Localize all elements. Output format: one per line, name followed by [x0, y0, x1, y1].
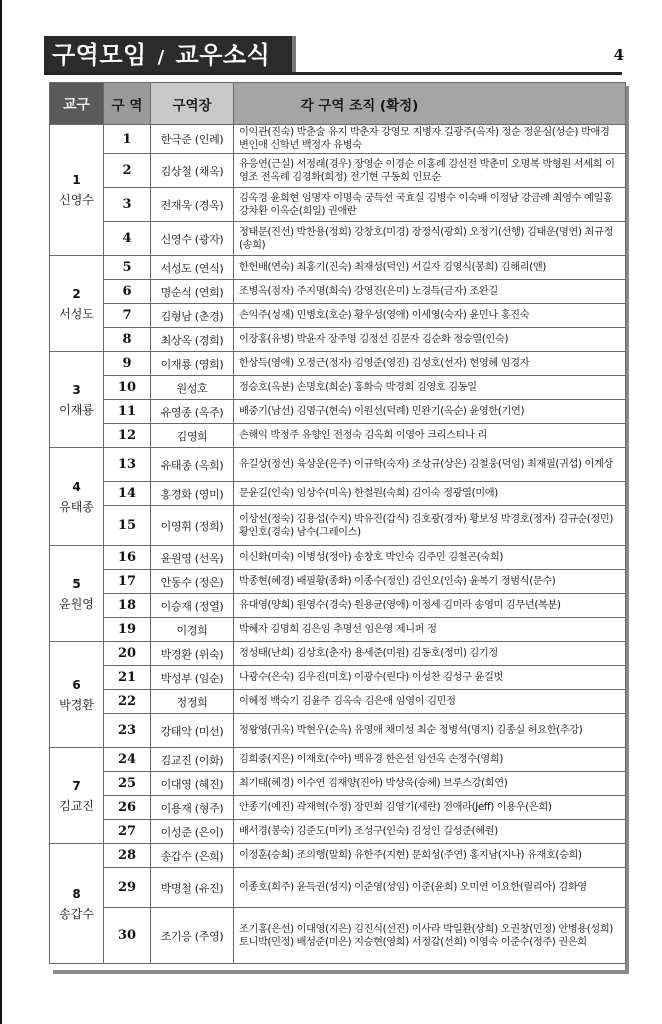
zone-number: 9: [104, 352, 151, 376]
zone-members: 이신화(미숙) 이병성(정아) 송창호 박인숙 김주민 김철곤(숙희): [234, 546, 626, 570]
district-number: 5: [72, 576, 81, 591]
table-row: [50, 820, 626, 844]
district-cell: [50, 748, 104, 844]
table-row: [50, 506, 626, 546]
zone-leader: 한극준 (인례): [151, 125, 234, 154]
zone-members: 유길상(정선) 육상운(은주) 이규학(숙자) 조상규(상은) 김철웅(덕임) 최재필(귀섭) 이계상: [234, 448, 626, 482]
district-number: 1: [72, 173, 81, 187]
district-number: 8: [72, 886, 81, 901]
district-leader: 송갑수: [59, 906, 94, 921]
table-row: [50, 304, 626, 328]
district-cell: [50, 844, 104, 964]
column-header-zone-leader: 구역장: [151, 83, 234, 125]
zone-leader: 김형남 (춘경): [151, 304, 234, 328]
zone-leader: 이대영 (혜진): [151, 772, 234, 796]
title-separator: /: [157, 47, 165, 68]
zone-leader: 전재욱 (경옥): [151, 188, 234, 222]
zone-members: 정성태(난희) 김상호(춘자) 용세준(미원) 김동호(정미) 김기정: [234, 642, 626, 666]
zone-members: 조기홍(은선) 이대영(지은) 김진식(선진) 이사라 박일환(상희) 오권창(민정) 안병용(성희) 토니박(민정) 배성준(미은) 지승현(영희) 서정갑(선희) 이영숙 이준수(정주) 권은희: [234, 908, 626, 964]
zone-members: 이장홍(유병) 박윤자 장주영 김정선 김문자 김순화 정승열(인숙): [234, 328, 626, 352]
zone-number: 27: [104, 820, 151, 844]
table-row: [50, 868, 626, 908]
title-underline: [44, 72, 622, 75]
zone-leader: 박경환 (위숙): [151, 642, 234, 666]
zone-leader: 최상옥 (경희): [151, 328, 234, 352]
district-cell: [50, 352, 104, 448]
zone-number: 26: [104, 796, 151, 820]
zone-number: 6: [104, 280, 151, 304]
table-row: [50, 328, 626, 352]
section-title-part2: 교우소식: [175, 41, 271, 69]
district-cell: [50, 546, 104, 642]
zone-leader: 명순식 (연희): [151, 280, 234, 304]
zone-number: 8: [104, 328, 151, 352]
district-leader: 윤원영: [59, 596, 94, 611]
zone-leader: 원성호: [151, 376, 234, 400]
zone-members: 한상득(영애) 오정근(정자) 김영준(영진) 김성호(선자) 현영혜 임경자: [234, 352, 626, 376]
district-cell: [50, 448, 104, 546]
district-organization-table: [49, 82, 626, 964]
district-number: 2: [72, 286, 81, 301]
zone-leader: 서성도 (연식): [151, 256, 234, 280]
column-header-organization: 각 구역 조직 (확정): [234, 83, 626, 125]
zone-leader: 김영희: [151, 424, 234, 448]
zone-number: 24: [104, 748, 151, 772]
zone-number: 18: [104, 594, 151, 618]
district-number: 7: [72, 778, 81, 793]
district-number: 3: [72, 382, 81, 397]
zone-members: 나광수(은숙) 김우진(미호) 이광수(린다) 이성찬 김성구 윤길벗: [234, 666, 626, 690]
zone-leader: 이승재 (정열): [151, 594, 234, 618]
zone-number: 23: [104, 714, 151, 748]
zone-members: 박종현(혜경) 배필황(종화) 이종수(정인) 김인오(인숙) 윤복기 정범식(문수): [234, 570, 626, 594]
zone-leader: 박명철 (유진): [151, 868, 234, 908]
table-row: [50, 594, 626, 618]
zone-number: 2: [104, 154, 151, 188]
zone-number: 5: [104, 256, 151, 280]
zone-members: 이혜정 백숙기 김윤주 김옥숙 김은애 임영이 김민정: [234, 690, 626, 714]
zone-number: 12: [104, 424, 151, 448]
table-row: [50, 772, 626, 796]
zone-number: 17: [104, 570, 151, 594]
table-row: [50, 748, 626, 772]
table-row: [50, 400, 626, 424]
table-row: [50, 666, 626, 690]
zone-number: 30: [104, 908, 151, 964]
zone-leader: 이영휘 (정희): [151, 506, 234, 546]
district-cell: [50, 642, 104, 748]
table-row: [50, 844, 626, 868]
district-cell: [50, 125, 104, 256]
zone-number: 19: [104, 618, 151, 642]
zone-number: 14: [104, 482, 151, 506]
zone-members: 김희중(지은) 이재호(수아) 백유경 한은선 임선옥 손정수(영희): [234, 748, 626, 772]
zone-leader: 박성부 (임순): [151, 666, 234, 690]
section-title-part1: 구역모임: [52, 41, 147, 69]
zone-members: 정승호(옥분) 손명호(희순) 홍화숙 박경희 김영호 김동일: [234, 376, 626, 400]
zone-number: 7: [104, 304, 151, 328]
zone-number: 15: [104, 506, 151, 546]
table-row: [50, 154, 626, 188]
zone-members: 정왕영(귀옥) 박현우(순옥) 유영애 채미성 최순 정병석(명지) 김종실 허요한(추강): [234, 714, 626, 748]
zone-leader: 이재룡 (영희): [151, 352, 234, 376]
zone-members: 유대영(양희) 원영수(경숙) 원용균(영애) 이정세 김미라 송영미 김무년(복분): [234, 594, 626, 618]
zone-leader: 이성준 (은이): [151, 820, 234, 844]
zone-leader: 송갑수 (은희): [151, 844, 234, 868]
table-row: [50, 280, 626, 304]
district-leader: 신영수: [59, 193, 94, 207]
zone-number: 10: [104, 376, 151, 400]
zone-leader: 신영수 (광자): [151, 222, 234, 256]
zone-members: 유응연(근실) 서정래(경우) 장영순 이경순 이홍례 김선전 박춘미 오명복 박형원 서세희 이영조 전옥례 김경화(희정) 전기현 구동희 인묘순: [234, 154, 626, 188]
zone-leader: 이경희: [151, 618, 234, 642]
zone-leader: 윤원영 (선옥): [151, 546, 234, 570]
zone-number: 29: [104, 868, 151, 908]
section-title-banner: [44, 36, 296, 74]
zone-number: 25: [104, 772, 151, 796]
zone-members: 박혜자 김명희 김은임 추명선 임은영 제니퍼 정: [234, 618, 626, 642]
zone-leader: 강태악 (미선): [151, 714, 234, 748]
zone-members: 손해익 박정주 유향인 전정숙 김옥희 이영아 크리스티나 리: [234, 424, 626, 448]
district-leader: 박경환: [59, 697, 94, 712]
zone-number: 21: [104, 666, 151, 690]
zone-members: 이익관(진숙) 박춘술 유지 박춘자 강영모 지병자 길광주(옥자) 정순 정운심(성순) 박애경 변인애 신학년 백정자 유병숙: [234, 125, 626, 154]
table-row: [50, 222, 626, 256]
table-body: [50, 125, 626, 964]
zone-leader: 유영종 (옥주): [151, 400, 234, 424]
zone-leader: 유태종 (옥희): [151, 448, 234, 482]
zone-number: 1: [104, 125, 151, 154]
table-row: [50, 482, 626, 506]
table-row: [50, 125, 626, 154]
zone-leader: 홍경화 (영미): [151, 482, 234, 506]
page-number: 4: [613, 46, 624, 64]
table-row: [50, 376, 626, 400]
district-leader: 유태종: [59, 499, 94, 514]
zone-members: 김옥경 윤희현 임명자 이명숙 궁득선 국효실 김병수 이숙배 이정남 강금례 최영수 예일홍 강차환 이옥순(희일) 권애란: [234, 188, 626, 222]
zone-number: 11: [104, 400, 151, 424]
table-row: [50, 256, 626, 280]
zone-number: 20: [104, 642, 151, 666]
table-row: [50, 546, 626, 570]
zone-members: 배서경(봉숙) 김준도(미키) 조성구(인숙) 김성인 길성준(혜원): [234, 820, 626, 844]
zone-members: 손익주(성재) 민병호(호순) 황우성(영애) 이세영(숙자) 윤민나 홍진숙: [234, 304, 626, 328]
zone-members: 최기태(혜경) 이수연 김재양(진아) 박상욱(승혜) 브루스강(희연): [234, 772, 626, 796]
zone-number: 4: [104, 222, 151, 256]
zone-leader: 이용재 (형주): [151, 796, 234, 820]
table-row: [50, 352, 626, 376]
zone-number: 13: [104, 448, 151, 482]
zone-leader: 김상철 (채옥): [151, 154, 234, 188]
table-row: [50, 690, 626, 714]
zone-members: 조병옥(점자) 주지명(희숙) 강영진(은미) 노경득(금자) 조완길: [234, 280, 626, 304]
column-header-district: 교구: [50, 83, 104, 125]
zone-members: 정태문(진선) 박찬용(정희) 강창호(미경) 장정식(광희) 오정기(선행) 김태운(명연) 최규정(송희): [234, 222, 626, 256]
district-cell: [50, 256, 104, 352]
district-number: 4: [72, 479, 81, 494]
zone-leader: 안동수 (정은): [151, 570, 234, 594]
zone-number: 16: [104, 546, 151, 570]
district-leader: 서성도: [59, 306, 94, 321]
zone-number: 28: [104, 844, 151, 868]
table-row: [50, 618, 626, 642]
table-header-row: [50, 83, 626, 125]
table-row: [50, 570, 626, 594]
zone-members: 안종기(예진) 곽재혁(수정) 장민희 김영기(세란) 전애라(Jeff) 이용우(은희): [234, 796, 626, 820]
zone-members: 이종호(희주) 윤득권(성지) 이준영(성임) 이준(윤희) 오미연 이요한(릴리아) 김화영: [234, 868, 626, 908]
table-shadow-bottom: [53, 970, 629, 974]
district-table-wrapper: [49, 82, 627, 964]
district-leader: 김교진: [59, 798, 94, 813]
table-row: [50, 908, 626, 964]
district-number: 6: [72, 677, 81, 692]
district-leader: 이재룡: [59, 402, 94, 417]
table-row: [50, 796, 626, 820]
zone-leader: 정정희: [151, 690, 234, 714]
zone-members: 이정훈(승희) 조의행(말희) 유한주(지현) 문희성(주연) 홍지남(지나) 유재호(승희): [234, 844, 626, 868]
zone-leader: 조기응 (주영): [151, 908, 234, 964]
table-row: [50, 188, 626, 222]
page-left-border: [0, 0, 2, 1024]
zone-members: 한헌배(연숙) 최홍기(진숙) 최재성(덕인) 서길자 김영식(봉희) 김해리(앤): [234, 256, 626, 280]
zone-members: 배중기(남선) 김명구(현숙) 이원선(덕례) 민완기(옥순) 윤영한(기연): [234, 400, 626, 424]
table-row: [50, 448, 626, 482]
zone-leader: 김교진 (이화): [151, 748, 234, 772]
table-row: [50, 642, 626, 666]
zone-number: 22: [104, 690, 151, 714]
zone-number: 3: [104, 188, 151, 222]
table-row: [50, 424, 626, 448]
table-row: [50, 714, 626, 748]
zone-members: 문윤길(인숙) 임상수(미옥) 한철원(숙희) 김이숙 정광열(미애): [234, 482, 626, 506]
column-header-zone: 구 역: [104, 83, 151, 125]
zone-members: 이상선(정숙) 김용섭(수지) 박유진(갑식) 김호광(경자) 황보성 박경호(정자) 김규순(정민) 황인호(경숙) 남수(그레이스): [234, 506, 626, 546]
